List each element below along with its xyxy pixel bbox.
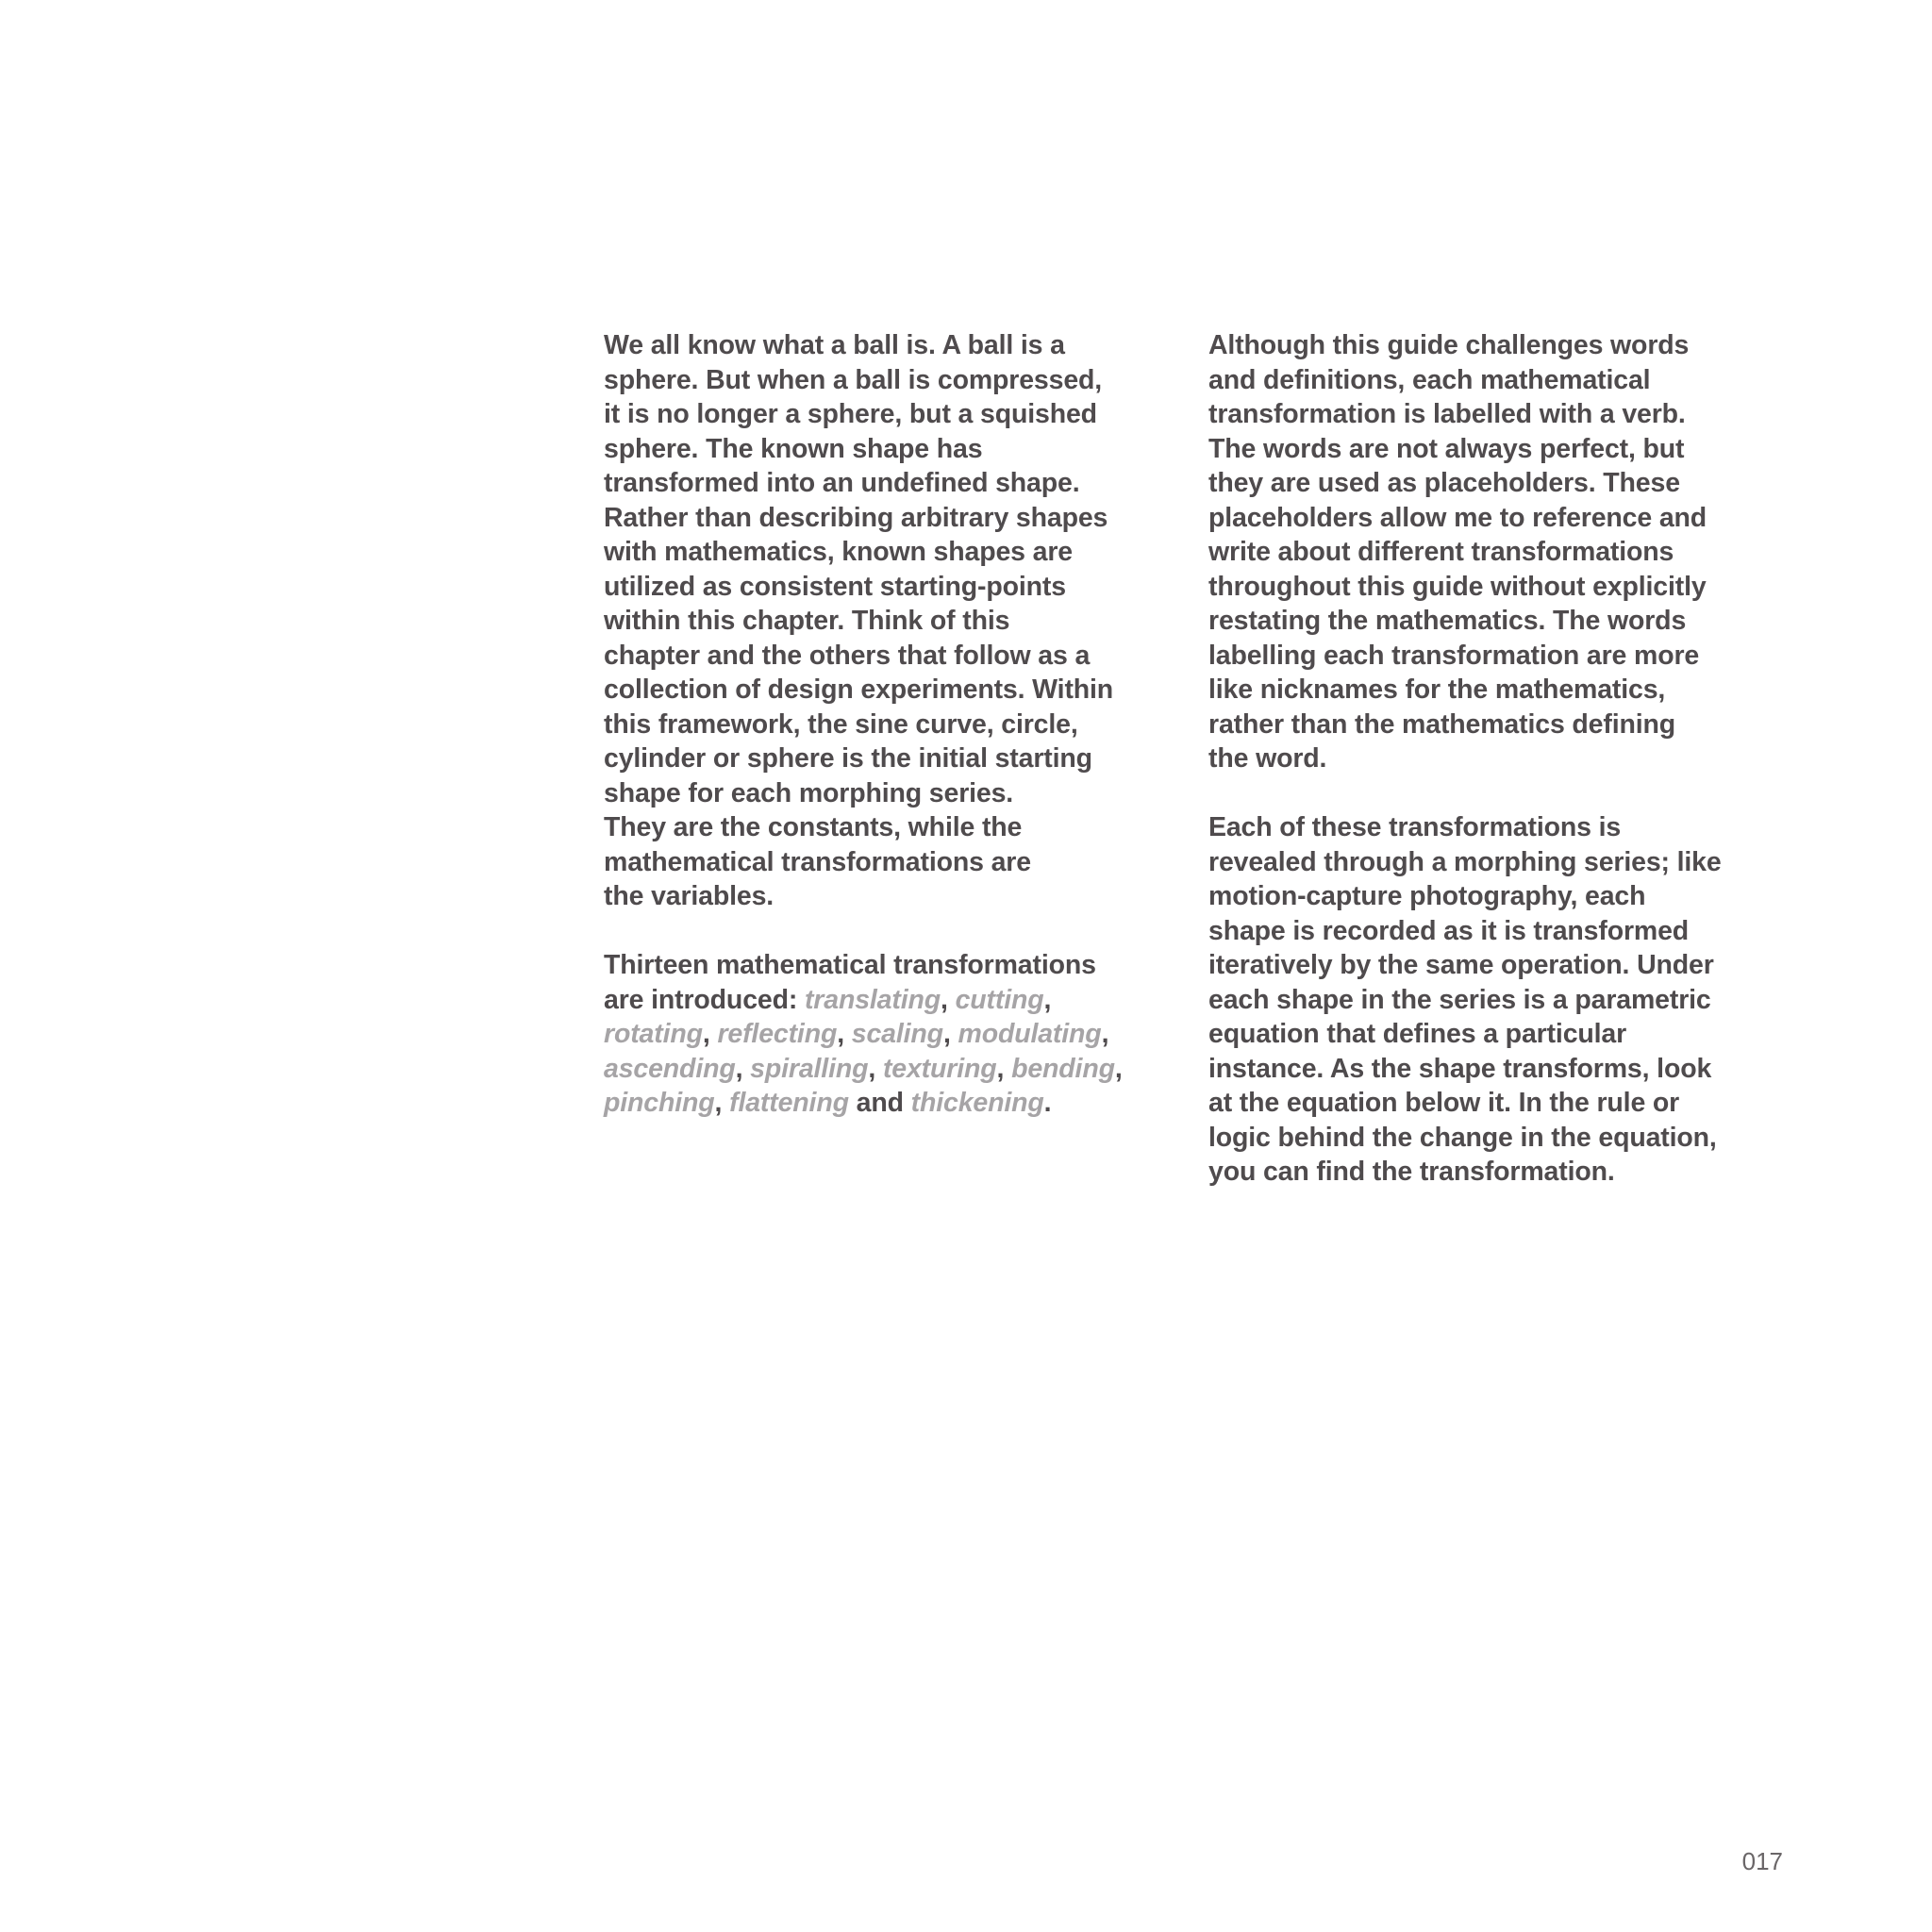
- term-texturing: texturing: [882, 1053, 997, 1084]
- term-separator: ,: [1114, 1053, 1123, 1084]
- term-separator: ,: [735, 1053, 743, 1084]
- term-thickening: thickening: [910, 1088, 1044, 1118]
- term-cutting: cutting: [955, 984, 1044, 1015]
- term-separator: ,: [702, 1019, 710, 1049]
- sentence-end: .: [1043, 1088, 1052, 1118]
- term-separator: ,: [714, 1088, 723, 1118]
- term-separator: ,: [996, 1053, 1005, 1084]
- term-flattening: flattening: [729, 1088, 849, 1118]
- right-text-column: [1208, 328, 1774, 1224]
- left-text-column: [604, 328, 1170, 1155]
- term-pinching: pinching: [604, 1088, 715, 1118]
- transformations-paragraph: [604, 948, 1170, 1121]
- term-rotating: rotating: [604, 1019, 703, 1049]
- intro-paragraph: We all know what a ball is. A ball is a sphere. But when a ball is compressed, it is no longer a sphere, but a squished sphere. The known shape has transformed into an undefined shape. Rather than describing arbitrary shapes with mathematics, known shapes are utilized as consistent starting-points within this chapter. Think of this chapter and the others that follow as a collection of design experiments. Within this framework, the sine curve, circle, cylinder or sphere is the initial starting shape for each morphing series. They are the constants, while the mathematical transformations are the variables.: [604, 330, 1114, 911]
- term-separator: ,: [1101, 1019, 1109, 1049]
- transformations-lead-line: Thirteen mathematical transformations: [604, 950, 1096, 980]
- term-separator: ,: [1043, 984, 1052, 1015]
- labelling-paragraph: Although this guide challenges words and definitions, each mathematical transformation is labelled with a verb. The words are not always perfect, but they are used as placeholders. These placeholders allow me to reference and write about different transformations throughout this guide without explicitly restating the mathematics. The words labelling each transformation are more like nicknames for the mathematics, rather than the mathematics defining the word.: [1208, 330, 1707, 774]
- term-separator: ,: [837, 1019, 844, 1049]
- term-ascending: ascending: [604, 1053, 736, 1084]
- term-conjunction: and: [848, 1088, 911, 1118]
- transformations-lead-intro: are introduced:: [604, 984, 805, 1015]
- term-modulating: modulating: [958, 1019, 1102, 1049]
- term-separator: ,: [941, 984, 948, 1015]
- term-reflecting: reflecting: [717, 1019, 838, 1049]
- term-translating: translating: [804, 984, 941, 1015]
- term-spiralling: spiralling: [750, 1053, 869, 1084]
- term-separator: ,: [868, 1053, 876, 1084]
- morphing-series-paragraph: Each of these transformations is revealed through a morphing series; like motion-capture photography, each shape is recorded as it is transformed iteratively by the same operation. Under each shape in the series is a parametric equation that defines a particular instance. As the shape transforms, look at the equation below it. In the rule or logic behind the change in the equation, you can find the transformation.: [1208, 812, 1722, 1187]
- term-separator: ,: [942, 1019, 951, 1049]
- page-number: 017: [1741, 1847, 1783, 1875]
- term-scaling: scaling: [851, 1019, 943, 1049]
- term-bending: bending: [1011, 1053, 1115, 1084]
